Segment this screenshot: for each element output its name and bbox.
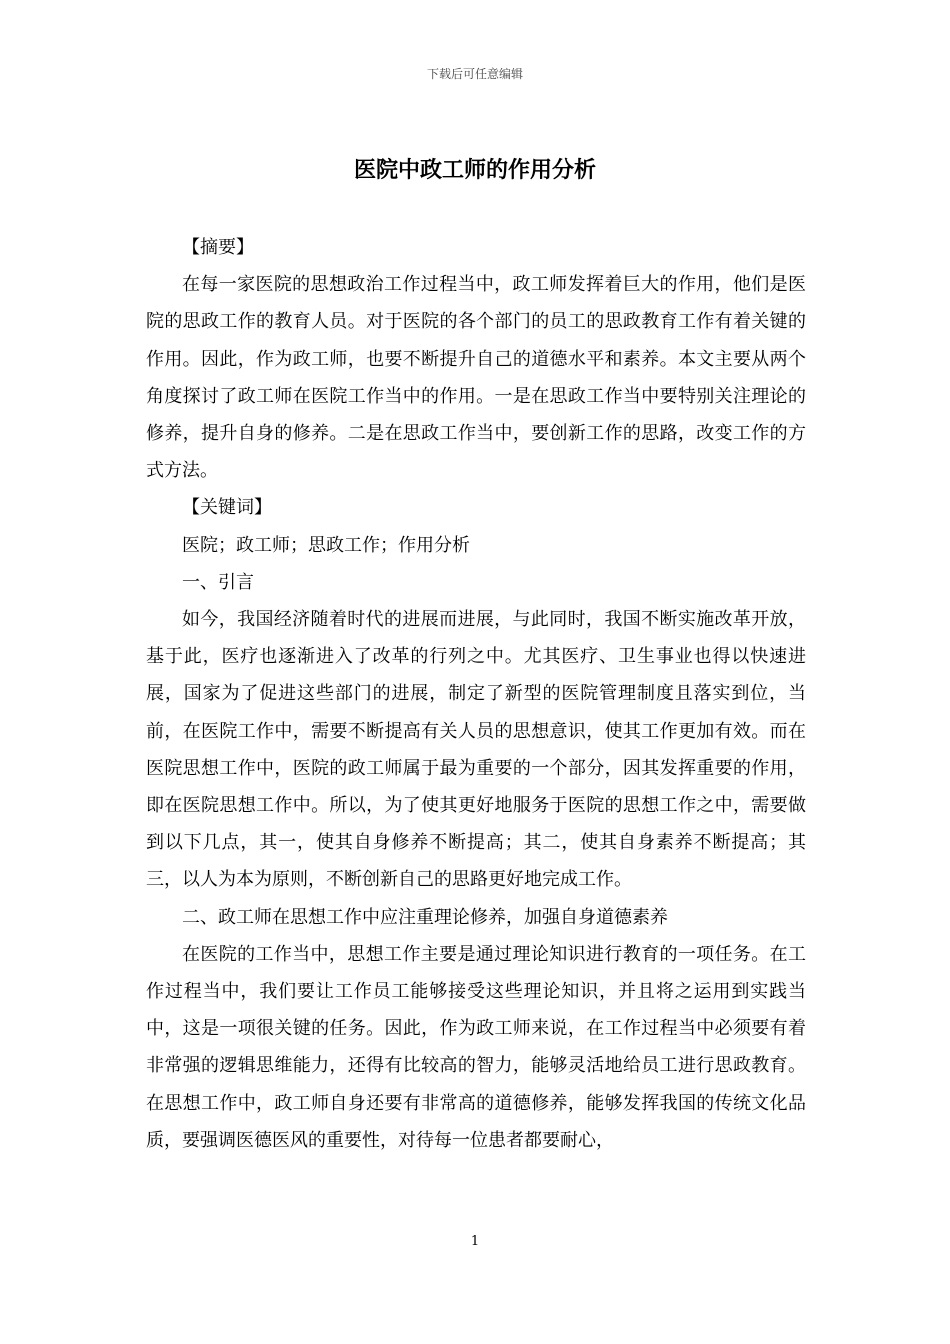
section-1-heading: 一、引言 xyxy=(182,571,254,593)
document-body xyxy=(146,229,806,1159)
section-2-heading: 二、政工师在思想工作中应注重理论修养，加强自身道德素养 xyxy=(182,906,668,928)
page-number: 1 xyxy=(470,1234,480,1249)
keywords-heading: 【关键词】 xyxy=(182,497,272,519)
document-title: 医院中政工师的作用分析 xyxy=(353,157,596,183)
keywords-line: 医院；政工师；思政工作；作用分析 xyxy=(182,534,470,556)
abstract-heading: 【摘要】 xyxy=(182,237,254,258)
header-note: 下载后可任意编辑 xyxy=(426,67,523,81)
abstract-paragraph: 在每一家医院的思想政治工作过程当中，政工师发挥着巨大的作用，他们是医院的思政工作的教育人员。对于医院的各个部门的员工的思政教育工作有着关键的作用。因此，作为政工师，也要不断提升自己的道德水平和素养。本文主要从两个角度探讨了政工师在医院工作当中的作用。一是在思政工作当中要特别关注理论的修养，提升自身的修养。二是在思政工作当中，要创新工作的思路，改变工作的方式方法。 xyxy=(146,274,806,482)
section-1-paragraph: 如今，我国经济随着时代的进展而进展，与此同时，我国不断实施改革开放，基于此，医疗也逐渐进入了改革的行列之中。尤其医疗、卫生事业也得以快速进展，国家为了促进这些部门的进展，制定了新型的医院管理制度且落实到位，当前，在医院工作中，需要不断提高有关人员的思想意识，使其工作更加有效。而在医院思想工作中，医院的政工师属于最为重要的一个部分，因其发挥重要的作用，即在医院思想工作中。所以，为了使其更好地服务于医院的思想工作之中，需要做到以下几点，其一，使其自身修养不断提高；其二，使其自身素养不断提高；其三，以人为本为原则，不断创新自己的思路更好地完成工作。 xyxy=(146,609,806,891)
section-2-paragraph: 在医院的工作当中，思想工作主要是通过理论知识进行教育的一项任务。在工作过程当中，我们要让工作员工能够接受这些理论知识，并且将之运用到实践当中，这是一项很关键的任务。因此，作为政工师来说，在工作过程当中必须要有着非常强的逻辑思维能力，还得有比较高的智力，能够灵活地给员工进行思政教育。在思想工作中，政工师自身还要有非常高的道德修养，能够发挥我国的传统文化品质，要强调医德医风的重要性，对待每一位患者都要耐心， xyxy=(146,943,806,1151)
